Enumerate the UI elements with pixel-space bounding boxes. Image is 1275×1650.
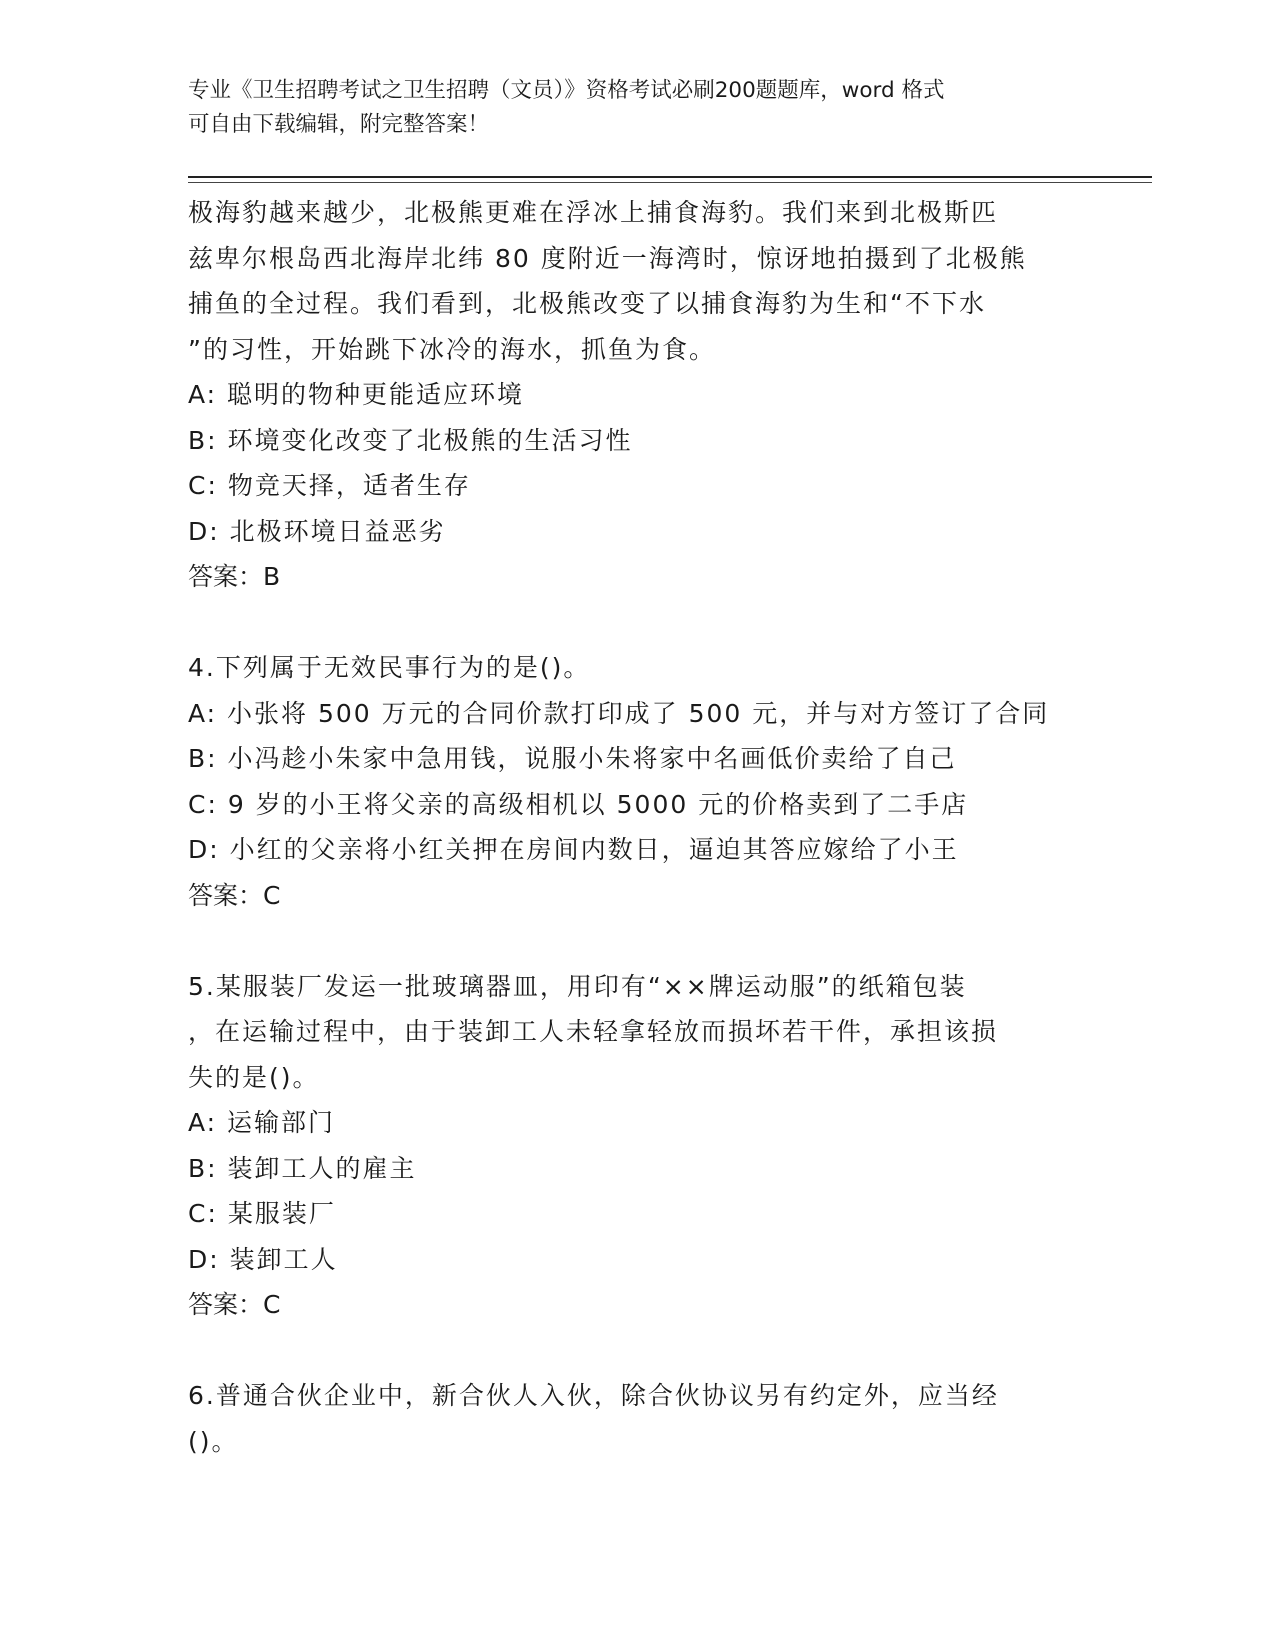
option-d: D: 小红的父亲将小红关押在房间内数日，逼迫其答应嫁给了小王: [188, 835, 959, 864]
question-3: [188, 190, 1088, 600]
question-stem-line: 极海豹越来越少，北极熊更难在浮冰上捕食海豹。我们来到北极斯匹: [188, 198, 999, 227]
question-5: [188, 964, 1088, 1328]
header-title-line-2: 可自由下载编辑，附完整答案！: [188, 112, 490, 137]
answer-label: 答案：B: [188, 562, 281, 591]
question-stem-line: ”的习性，开始跳下冰冷的海水，抓鱼为食。: [188, 334, 716, 364]
question-stem-line: ，在运输过程中，由于装卸工人未轻拿轻放而损坏若干件，承担该损: [188, 1017, 999, 1046]
option-d: D: 装卸工人: [188, 1244, 338, 1274]
option-a: A: 小张将 500 万元的合同价款打印成了 500 元，并与对方签订了合同: [188, 698, 1050, 728]
option-b: B: 装卸工人的雇主: [188, 1153, 417, 1183]
header-title-line-1: 专业《卫生招聘考试之卫生招聘（文员）》资格考试必刷200题题库，word 格式: [188, 78, 945, 103]
option-b: B: 小冯趁小朱家中急用钱，说服小朱将家中名画低价卖给了自己: [188, 744, 957, 773]
question-4: [188, 645, 1088, 918]
option-d: D: 北极环境日益恶劣: [188, 516, 446, 546]
option-c: C: 9 岁的小王将父亲的高级相机以 5000 元的价格卖到了二手店: [188, 789, 969, 819]
document-body: [188, 190, 1088, 1464]
question-stem-line: 6.普通合伙企业中，新合伙人入伙，除合伙协议另有约定外，应当经: [188, 1381, 999, 1410]
spacer: [188, 1328, 1088, 1374]
question-6: [188, 1373, 1088, 1464]
option-c: C: 某服装厂: [188, 1199, 336, 1228]
question-stem-line: 失的是()。: [188, 1062, 320, 1092]
header-divider: [188, 176, 1152, 178]
answer-label: 答案：C: [188, 1290, 281, 1319]
question-stem-line: 4.下列属于无效民事行为的是()。: [188, 653, 591, 682]
option-b: B: 环境变化改变了北极熊的生活习性: [188, 425, 633, 455]
option-a: A: 运输部门: [188, 1108, 336, 1137]
spacer: [188, 918, 1088, 964]
question-stem-line: ()。: [188, 1426, 239, 1456]
header-divider-thin: [188, 182, 1152, 183]
answer-label: 答案：C: [188, 880, 281, 910]
question-stem-line: 捕鱼的全过程。我们看到，北极熊改变了以捕食海豹为生和“不下水: [188, 289, 986, 318]
option-a: A: 聪明的物种更能适应环境: [188, 380, 525, 409]
question-stem-line: 兹卑尔根岛西北海岸北纬 80 度附近一海湾时，惊讶地拍摄到了北极熊: [188, 243, 1027, 273]
option-c: C: 物竞天择，适者生存: [188, 471, 471, 500]
document-header: [188, 74, 1088, 142]
question-stem-line: 5.某服装厂发运一批玻璃器皿，用印有“××牌运动服”的纸箱包装: [188, 971, 967, 1001]
spacer: [188, 600, 1088, 646]
